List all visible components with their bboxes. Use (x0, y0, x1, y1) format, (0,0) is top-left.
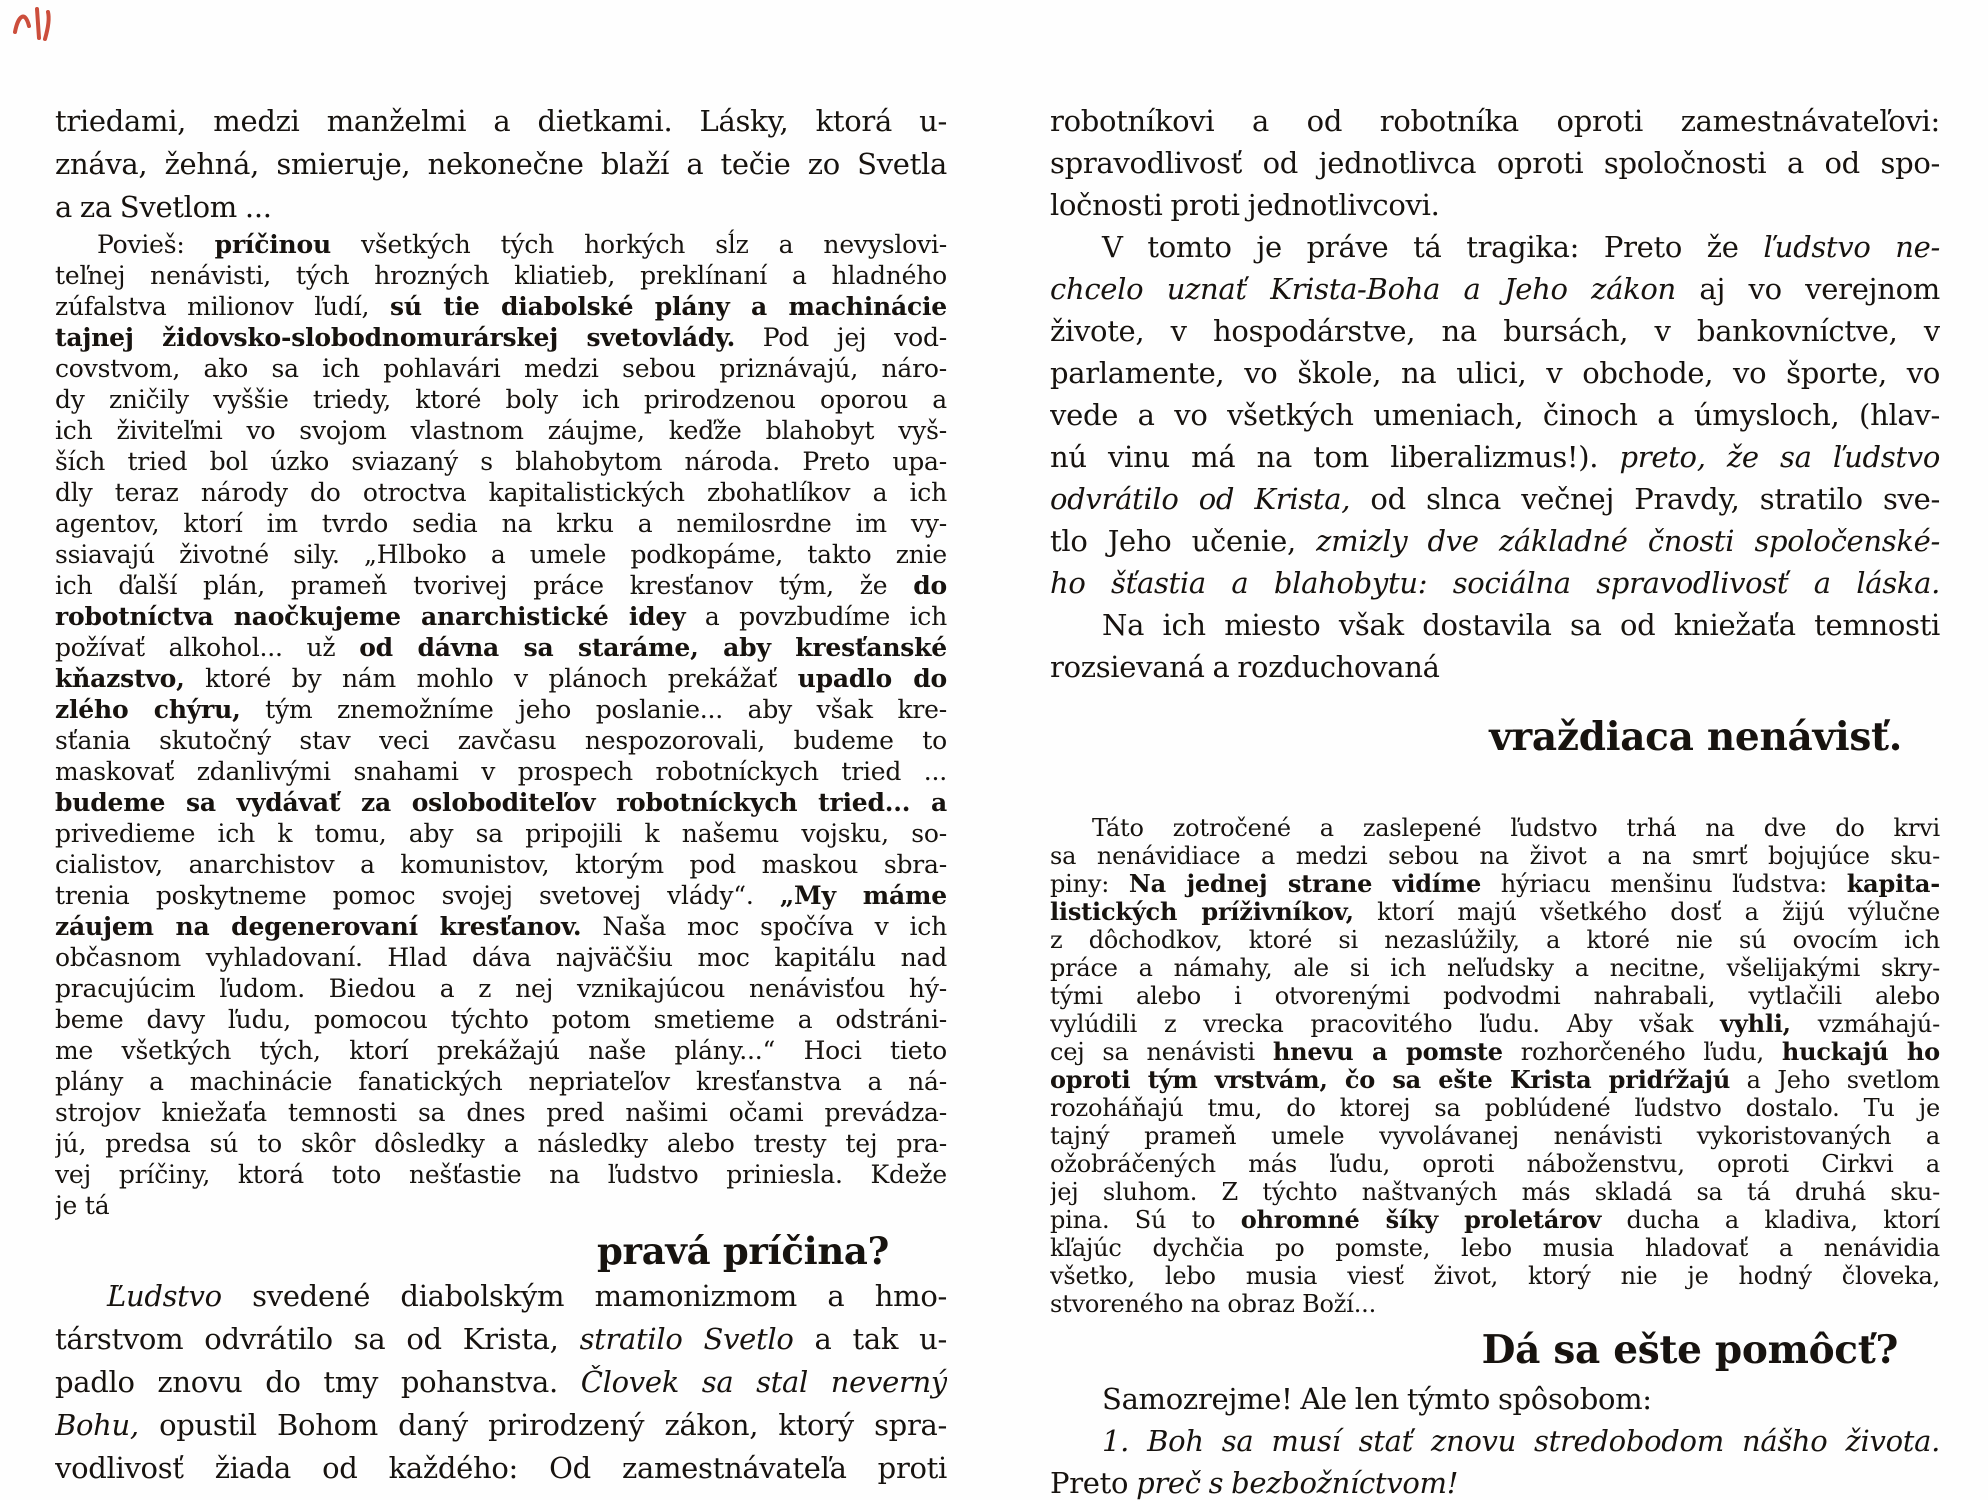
text-line: Táto zotročené a zaslepené ľudstvo trhá na dve do krvi (1092, 814, 1940, 842)
text-line: a za Svetlom ... (55, 190, 272, 224)
text-line: rozsievaná a rozduchovaná (1050, 650, 1440, 684)
text-line: beme davy ľudu, pomocou týchto potom smetieme a odstráni- (55, 1005, 947, 1034)
text-line: rozoháňajú tmu, do ktorej sa poblúdené ľudstvo dostalo. Tu je (1050, 1094, 1940, 1122)
text-line: sa nenávidiace a medzi sebou na život a na smrť bojujúce sku- (1050, 842, 1940, 870)
text-line: cialistov, anarchistov a komunistov, ktorým pod maskou sbra- (55, 850, 947, 879)
text-line: me všetkých tých, ktorí prekážajú naše plány...“ Hoci tieto (55, 1036, 947, 1065)
text-line: pracujúcim ľudom. Biedou a z nej vznikajúcou nenávisťou hý- (55, 974, 947, 1003)
text-line: plány a machinácie fanatických nepriateľov kresťanstva a ná- (55, 1067, 947, 1096)
text-line: spravodlivosť od jednotlivca oproti spoločnosti a od spo- (1050, 146, 1940, 180)
text-line: ho šťastia a blahobytu: sociálna spravodlivosť a láska. (1050, 566, 1940, 600)
text-line: piny: Na jednej strane vidíme hýriacu menšinu ľudstva: kapita- (1050, 870, 1940, 898)
paragraph (1050, 100, 1940, 226)
text-line: robotníkovi a od robotníka oproti zamestnávateľovi: (1050, 104, 1940, 138)
text-line: tlo Jeho učenie, zmizly dve základné čnosti spoločenské- (1050, 524, 1940, 558)
paragraph (1050, 604, 1940, 688)
text-line: triedami, medzi manželmi a dietkami. Lásky, ktorá u- (55, 104, 947, 138)
text-line: sťania skutočný stav veci zavčasu nespozorovali, budeme to (55, 726, 947, 755)
text-line: teľnej nenávisti, tých hrozných kliatieb, preklínaní a hladného (55, 261, 947, 290)
text-line: jej sluhom. Z týchto naštvaných más skladá sa tá druhá sku- (1050, 1178, 1940, 1206)
text-line: pina. Sú to ohromné šíky proletárov ducha a kladiva, ktorí (1050, 1206, 1940, 1234)
text-line: ssiavajú životné sily. „Hlboko a umele podkopáme, takto znie (55, 540, 947, 569)
text-line: chcelo uznať Krista-Boha a Jeho zákon aj vo verejnom (1050, 272, 1940, 306)
text-line: Preto preč s bezbožníctvom! (1050, 1466, 1459, 1500)
text-line: ich živiteľmi vo svojom vlastnom záujme, keďže blahobyt vyš- (55, 416, 947, 445)
text-line: maskovať zdanlivými snahami v prospech robotníckych tried ... (55, 757, 947, 786)
text-line: dly teraz národy do otroctva kapitalistických zbohatlíkov a ich (55, 478, 947, 507)
paragraph (55, 100, 947, 229)
text-line: társtvom odvrátilo sa od Krista, stratilo Svetlo a tak u- (55, 1322, 947, 1356)
text-line: strojov kniežaťa temnosti sa dnes pred našimi očami prevádza- (55, 1098, 947, 1127)
text-line: covstvom, ako sa ich pohlavári medzi sebou priznávajú, náro- (55, 354, 947, 383)
paragraph (55, 1275, 947, 1490)
text-line: dy zničily vyššie triedy, ktoré boly ich prirodzenou oporou a (55, 385, 947, 414)
text-line: z dôchodkov, ktoré si nezaslúžily, a ktoré nie sú ovocím ich (1050, 926, 1940, 954)
text-line: tajný prameň umele vyvolávanej nenávisti vykoristovaných a (1050, 1122, 1940, 1150)
paragraph (1050, 1378, 1940, 1500)
text-line: robotníctva naočkujeme anarchistické idey a povzbudíme ich (55, 602, 947, 631)
text-line: 1. Boh sa musí stať znovu stredobodom nášho života. (1102, 1424, 1940, 1458)
text-line: jú, predsa sú to skôr dôsledky a následky alebo tresty tej pra- (55, 1129, 947, 1158)
text-line: budeme sa vydávať za osloboditeľov robotníckych tried... a (55, 788, 947, 817)
text-line: Samozrejme! Ale len týmto spôsobom: (1102, 1382, 1652, 1416)
text-line: agentov, ktorí im tvrdo sedia na krku a nemilosrdne im vy- (55, 509, 947, 538)
text-line: vede a vo všetkých umeniach, činoch a úmysloch, (hlav- (1050, 398, 1940, 432)
text-line: zlého chýru, tým znemožníme jeho poslanie... aby však kre- (55, 695, 947, 724)
text-line: Ľudstvo svedené diabolským mamonizmom a hmo- (107, 1279, 947, 1313)
text-line: listických príživníkov, ktorí majú všetkého dosť a žijú výlučne (1050, 898, 1940, 926)
text-line: je tá (55, 1191, 110, 1220)
paragraph (1050, 814, 1940, 1318)
text-line: práce a námahy, ale si ich neľudsky a necitne, všelijakými skry- (1050, 954, 1940, 982)
text-line: Povieš: príčinou všetkých tých horkých sĺz a nevyslovi- (97, 230, 947, 259)
paragraph (1050, 226, 1940, 604)
text-line: Bohu, opustil Bohom daný prirodzený zákon, ktorý spra- (55, 1408, 947, 1442)
text-line: odvrátilo od Krista, od slnca večnej Pravdy, stratilo sve- (1050, 482, 1940, 516)
text-line: kľajúc dychčia po pomste, lebo musia hladovať a nenávidia (1050, 1234, 1940, 1262)
text-line: vodlivosť žiada od každého: Od zamestnávateľa proti (55, 1451, 947, 1485)
text-line: nú vinu má na tom liberalizmus!). preto, že sa ľudstvo (1050, 440, 1940, 474)
text-line: občasnom vyhladovaní. Hlad dáva najväčšiu moc kapitálu nad (55, 943, 947, 972)
text-line: záujem na degenerovaní kresťanov. Naša moc spočíva v ich (55, 912, 947, 941)
text-line: všetko, lebo musia viesť život, ktorý nie je hodný človeka, (1050, 1262, 1940, 1290)
text-line: zúfalstva milionov ľudí, sú tie diabolské plány a machinácie (55, 292, 947, 321)
text-line: stvoreného na obraz Boží... (1050, 1290, 1376, 1318)
text-line: požívať alkohol... už od dávna sa staráme, aby kresťanské (55, 633, 947, 662)
paragraph (55, 229, 947, 1221)
heading-da-sa-este-pomoct: Dá sa ešte pomôcť? (1481, 1327, 1898, 1373)
text-line: oproti tým vrstvám, čo sa ešte Krista pridŕžajú a Jeho svetlom (1050, 1066, 1940, 1094)
text-line: ožobráčených más ľudu, oproti náboženstvu, oproti Cirkvi a (1050, 1150, 1940, 1178)
text-line: živote, v hospodárstve, na bursách, v bankovníctve, v (1050, 314, 1940, 348)
text-line: privedieme ich k tomu, aby sa pripojili k našemu vojsku, so- (55, 819, 947, 848)
text-line: ich ďalší plán, prameň tvorivej práce kresťanov tým, že do (55, 571, 947, 600)
red-ink-mark (10, 2, 62, 46)
right-column (1050, 100, 1940, 1500)
text-line: znáva, žehná, smieruje, nekonečne blaží a tečie zo Svetla (55, 147, 947, 181)
text-line: vej príčiny, ktorá toto nešťastie na ľudstvo priniesla. Kdeže (55, 1160, 947, 1189)
text-line: ších tried bol úzko sviazaný s blahobytom národa. Preto upa- (55, 447, 947, 476)
text-line: parlamente, vo škole, na ulici, v obchode, vo športe, vo (1050, 356, 1940, 390)
text-line: vylúdili z vrecka pracovitého ľudu. Aby však vyhli, vzmáhajú- (1050, 1010, 1940, 1038)
text-line: padlo znovu do tmy pohanstva. Človek sa stal neverný (55, 1365, 947, 1399)
text-line: kňazstvo, ktoré by nám mohlo v plánoch prekážať upadlo do (55, 664, 947, 693)
left-column (55, 100, 947, 1490)
heading-vrazdiaca-nenavist: vraždiaca nenávisť. (1489, 714, 1902, 760)
text-line: cej sa nenávisti hnevu a pomste rozhorčeného ľudu, huckajú ho (1050, 1038, 1940, 1066)
text-line: V tomto je práve tá tragika: Preto že ľudstvo ne- (1102, 230, 1940, 264)
text-line: trenia poskytneme pomoc svojej svetovej vlády“. „My máme (55, 881, 947, 910)
heading-prava-pricina: pravá príčina? (596, 1229, 889, 1273)
text-line: tými alebo i otvorenými podvodmi nahrabali, vytlačili alebo (1050, 982, 1940, 1010)
text-line: Na ich miesto však dostavila sa od kniežaťa temnosti (1102, 608, 1940, 642)
text-line: tajnej židovsko-slobodnomurárskej svetovlády. Pod jej vod- (55, 323, 947, 352)
text-line: ločnosti proti jednotlivcovi. (1050, 188, 1440, 222)
